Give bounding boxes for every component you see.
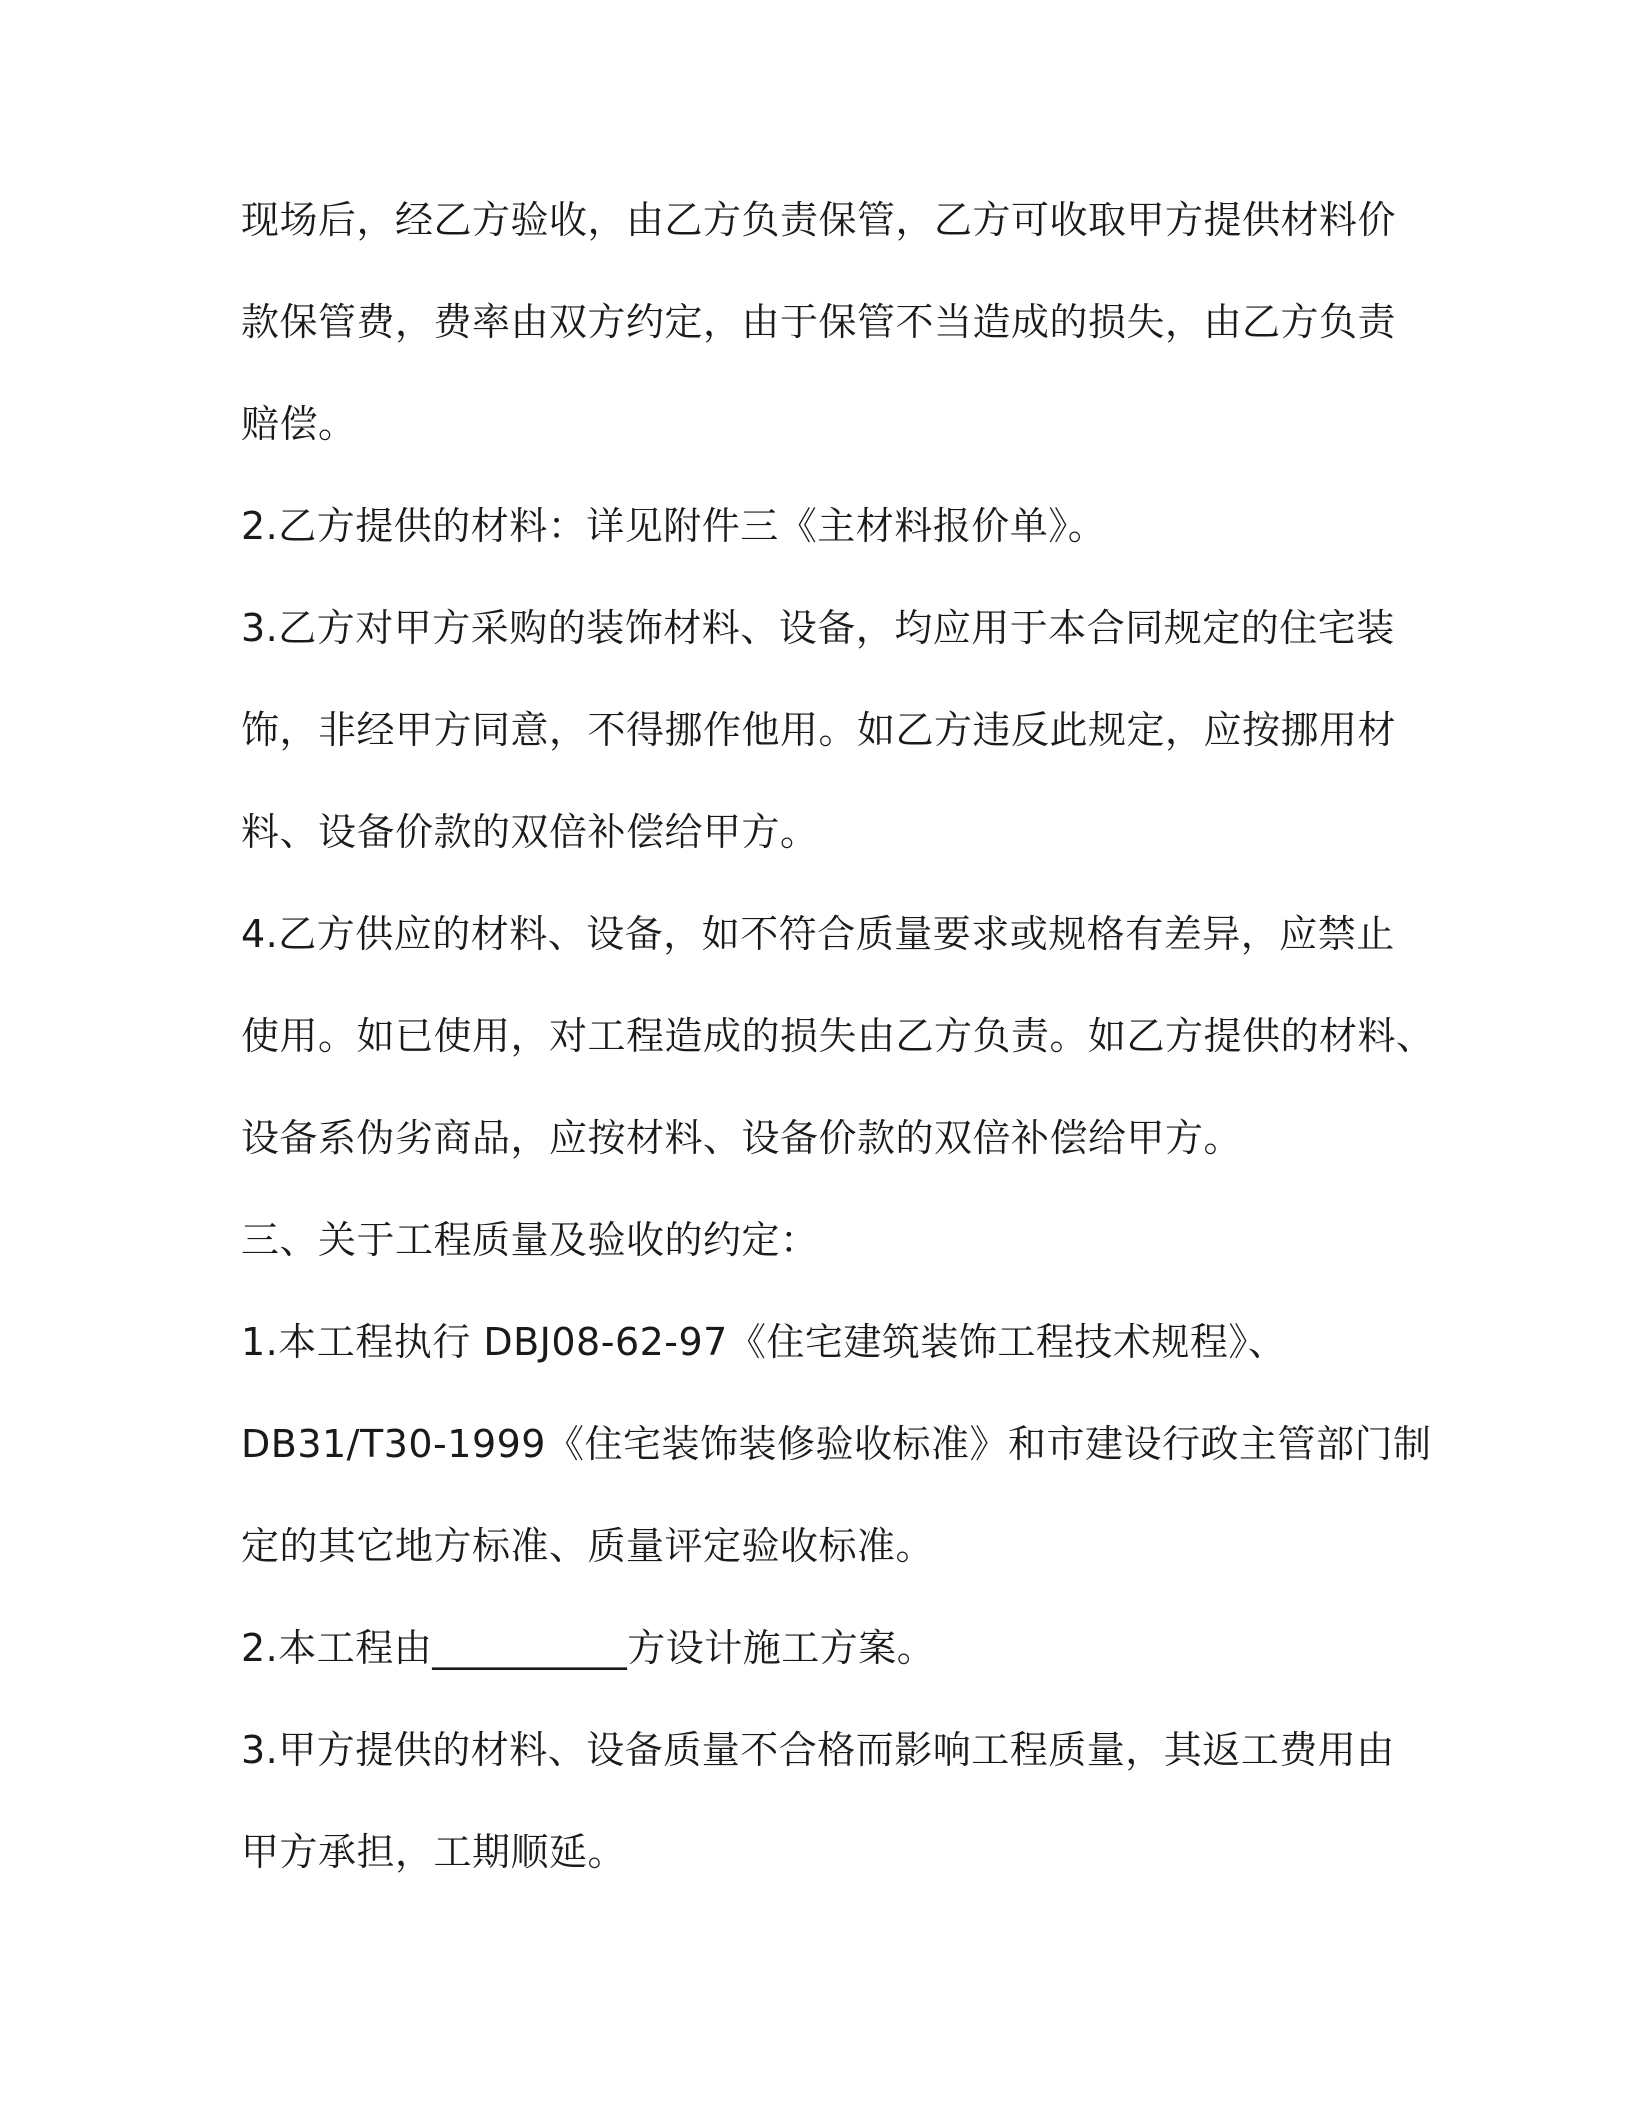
text-line: 3.甲方提供的材料、设备质量不合格而影响工程质量，其返工费用由 <box>241 1728 1395 1772</box>
text-line: 1.本工程执行 DBJ08-62-97《住宅建筑装饰工程技术规程》、 <box>241 1320 1287 1364</box>
text-line: 2.乙方提供的材料：详见附件三《主材料报价单》。 <box>241 504 1107 548</box>
text-line: 甲方承担，工期顺延。 <box>241 1830 627 1874</box>
text-line: 料、设备价款的双倍补偿给甲方。 <box>241 810 819 854</box>
text-line: 4.乙方供应的材料、设备，如不符合质量要求或规格有差异，应禁止 <box>241 912 1395 956</box>
text-line: 3.乙方对甲方采购的装饰材料、设备，均应用于本合同规定的住宅装 <box>241 606 1395 650</box>
section-heading: 三、关于工程质量及验收的约定： <box>241 1218 819 1262</box>
text-line: 饰，非经甲方同意，不得挪作他用。如乙方违反此规定，应按挪用材 <box>241 708 1397 752</box>
document-body <box>241 186 1435 1920</box>
text-line: 使用。如已使用，对工程造成的损失由乙方负责。如乙方提供的材料、 <box>241 1014 1435 1058</box>
text-line: 2.本工程由__________方设计施工方案。 <box>241 1626 936 1670</box>
text-line: 赔偿。 <box>241 402 357 446</box>
text-line: 定的其它地方标准、质量评定验收标准。 <box>241 1524 935 1568</box>
text-line: 款保管费，费率由双方约定，由于保管不当造成的损失，由乙方负责 <box>241 300 1397 344</box>
text-line: 现场后，经乙方验收，由乙方负责保管，乙方可收取甲方提供材料价 <box>241 198 1397 242</box>
text-line: DB31/T30-1999《住宅装饰装修验收标准》和市建设行政主管部门制 <box>241 1422 1432 1466</box>
text-line: 设备系伪劣商品，应按材料、设备价款的双倍补偿给甲方。 <box>241 1116 1243 1160</box>
